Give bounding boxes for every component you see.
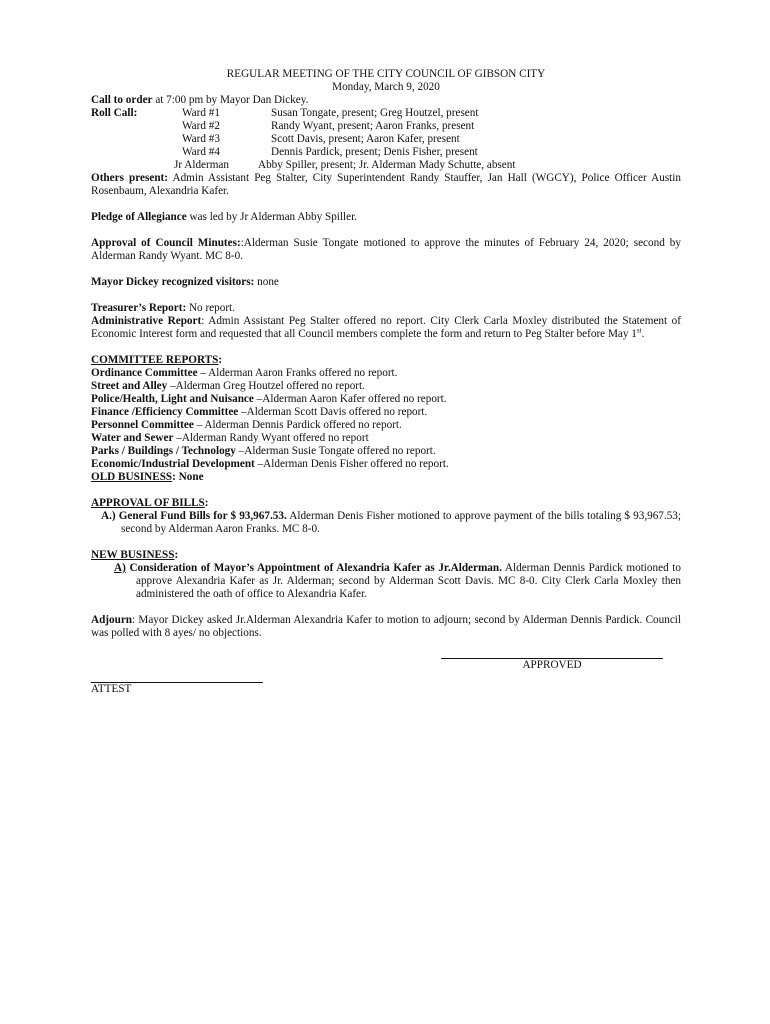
visitors-label: Mayor Dickey recognized visitors: [91, 276, 255, 288]
committee-name: Economic/Industrial Development [91, 458, 255, 470]
attest-label: ATTEST [91, 683, 132, 695]
call-to-order-label: Call to order [91, 94, 153, 106]
ward-members: Susan Tongate, present; Greg Houtzel, present [271, 107, 479, 119]
bill-item-label: A.) General Fund Bills for $ 93,967.53. [101, 510, 287, 522]
council-minutes [91, 237, 681, 263]
committee-report-text: –Alderman Scott Davis offered no report. [238, 406, 428, 418]
approved-label: APPROVED [522, 659, 582, 671]
committee-report-item [91, 458, 681, 471]
visitors-text: none [254, 276, 279, 288]
treasurer-report [91, 302, 681, 315]
committee-reports-title: COMMITTEE REPORTS [91, 354, 219, 366]
committee-name: Ordinance Committee [91, 367, 198, 379]
roll-call-row [91, 120, 681, 133]
committee-report-item [91, 393, 681, 406]
roll-call [91, 107, 681, 172]
ward-label: Ward #3 [182, 133, 220, 145]
adjourn-label: Adjourn [91, 614, 133, 626]
ward-members: Dennis Pardick, present; Denis Fisher, present [271, 146, 478, 158]
committee-name: Street and Alley [91, 380, 168, 392]
approval-of-bills-title: APPROVAL OF BILLS [91, 497, 205, 509]
roll-call-row [91, 107, 681, 120]
ward-label: Ward #1 [182, 107, 220, 119]
council-minutes-text: :Alderman Susie Tongate motioned to approve the minutes of February 24, 2020; second by Alderman Randy Wyant. MC 8-0. [91, 237, 681, 262]
old-business [91, 471, 681, 484]
committee-report-text: –Alderman Greg Houtzel offered no report. [167, 380, 365, 392]
committee-report-text: – Alderman Dennis Pardick offered no report. [193, 419, 402, 431]
administrative-report-text: : Admin Assistant Peg Stalter offered no report. City Clerk Carla Moxley distributed the Statement of Economic Interest form and requested that all Council members complete the form and return to Peg Stalter before May 1 [91, 315, 681, 340]
approved-signature [441, 658, 663, 672]
ward-members: Scott Davis, present; Aaron Kafer, present [271, 133, 460, 145]
pledge [91, 211, 681, 224]
committee-report-text: –Alderman Susie Tongate offered no report. [235, 445, 436, 457]
meeting-date: Monday, March 9, 2020 [332, 81, 440, 93]
ward-label: Jr Alderman [174, 159, 229, 171]
committee-name: Finance /Efficiency Committee [91, 406, 239, 418]
call-to-order [91, 94, 681, 107]
committee-name: Police/Health, Light and Nuisance [91, 393, 254, 405]
old-business-label: OLD BUSINESS [91, 471, 173, 483]
roll-call-row [91, 146, 681, 159]
treasurer-report-label: Treasurer’s Report: [91, 302, 187, 314]
visitors [91, 276, 681, 289]
signature-block [91, 640, 681, 710]
committee-report-text: –Alderman Randy Wyant offered no report [173, 432, 369, 444]
roll-call-label: Roll Call: [91, 107, 138, 119]
roll-call-row [91, 159, 681, 172]
new-business-title: NEW BUSINESS [91, 549, 175, 561]
others-present [91, 172, 681, 198]
adjourn-text: : Mayor Dickey asked Jr.Alderman Alexandria Kafer to motion to adjourn; second by Alderman Dennis Pardick. Council was polled with 8 ayes/ no objections. [91, 614, 681, 639]
committee-report-item [91, 419, 681, 432]
others-present-text: Admin Assistant Peg Stalter, City Superintendent Randy Stauffer, Jan Hall (WGCY), Police Officer Austin Rosenbaum, Alexandria Kafer. [91, 172, 681, 197]
committee-report-item [91, 432, 681, 445]
old-business-text: : None [172, 471, 204, 483]
committee-report-text: –Alderman Aaron Kafer offered no report. [253, 393, 447, 405]
ordinal-suffix: st [636, 326, 642, 335]
pledge-label: Pledge of Allegiance [91, 211, 187, 223]
administrative-report-end: . [641, 328, 645, 340]
committee-report-item [91, 367, 681, 380]
ward-label: Ward #2 [182, 120, 220, 132]
new-business-item [91, 562, 681, 601]
pledge-text: was led by Jr Alderman Abby Spiller. [186, 211, 357, 223]
new-business-item-label: Consideration of Mayor’s Appointment of Alexandria Kafer as Jr.Alderman. [125, 562, 502, 574]
ward-members: Abby Spiller, present; Jr. Alderman Mady Schutte, absent [258, 159, 516, 171]
committee-name: Personnel Committee [91, 419, 194, 431]
committee-report-text: –Alderman Denis Fisher offered no report. [254, 458, 449, 470]
administrative-report [91, 315, 681, 341]
new-business-item-text: Alderman Dennis Pardick motioned to approve Alexandria Kafer as Jr. Alderman; second by Alderman Scott Davis. MC 8-0. City Clerk Carla Moxley then administered the oath of office to Alexandria Kafer. [136, 562, 681, 600]
bill-item [91, 510, 681, 536]
document-title: REGULAR MEETING OF THE CITY COUNCIL OF GIBSON CITY [226, 68, 546, 80]
committee-reports-heading: COMMITTEE REPORTS: [91, 354, 223, 366]
committee-report-text: – Alderman Aaron Franks offered no report. [197, 367, 398, 379]
minutes-document [91, 68, 681, 710]
call-to-order-text: at 7:00 pm by Mayor Dan Dickey. [152, 94, 309, 106]
committee-report-item [91, 406, 681, 419]
ward-label: Ward #4 [182, 146, 220, 158]
attest-signature [91, 682, 263, 696]
ward-members: Randy Wyant, present; Aaron Franks, present [271, 120, 475, 132]
new-business-marker: A) [114, 562, 126, 574]
committee-report-item [91, 380, 681, 393]
treasurer-report-text: No report. [186, 302, 235, 314]
council-minutes-label: Approval of Council Minutes: [91, 237, 241, 249]
roll-call-row [91, 133, 681, 146]
approval-of-bills-heading: APPROVAL OF BILLS: [91, 497, 209, 509]
administrative-report-label: Administrative Report [91, 315, 202, 327]
committee-report-item [91, 445, 681, 458]
bill-item-text: Alderman Denis Fisher motioned to approve payment of the bills totaling $ 93,967.53; second by Alderman Aaron Franks. MC 8-0. [121, 510, 681, 535]
committee-name: Water and Sewer [91, 432, 174, 444]
others-present-label: Others present: [91, 172, 168, 184]
committee-name: Parks / Buildings / Technology [91, 445, 236, 457]
adjourn [91, 614, 681, 640]
new-business-heading: NEW BUSINESS: [91, 549, 179, 561]
